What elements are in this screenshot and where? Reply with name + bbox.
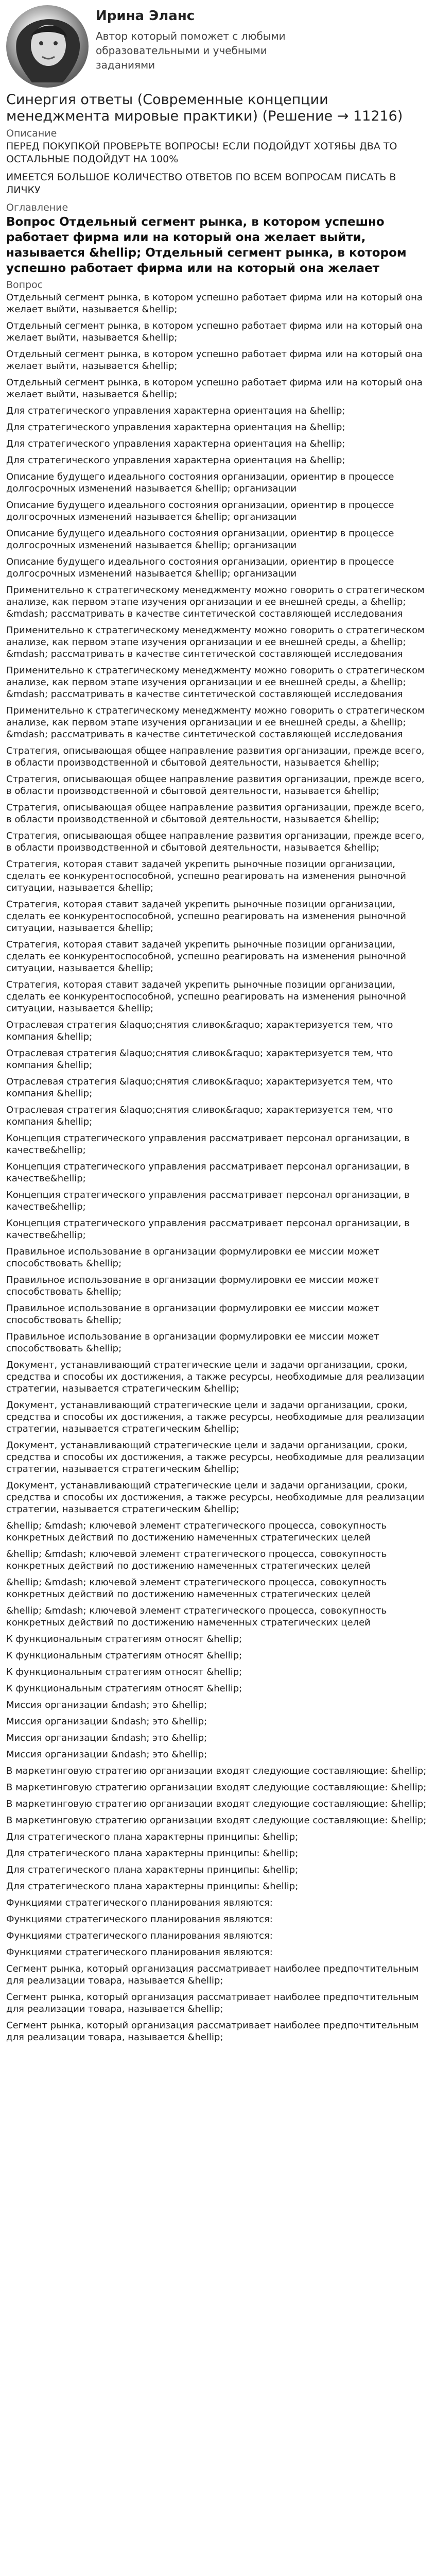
page-title: Синергия ответы (Современные концепции менеджмента мировые практики) (Решение → 11216): [6, 92, 403, 124]
question-link[interactable]: Правильное использование в организации формулировки ее миссии может способствовать &hellip;: [6, 1275, 379, 1297]
question-item: [6, 438, 430, 450]
question-item: [6, 471, 430, 495]
question-link[interactable]: &hellip; &mdash; ключевой элемент стратегического процесса, совокупность конкретных действий по достижению намеченных стратегических целей: [6, 1577, 387, 1600]
question-item: [6, 348, 430, 372]
question-link[interactable]: Стратегия, описывающая общее направление развития организации, прежде всего, в области производственной и сбытовой деятельности, называется &hellip;: [6, 774, 425, 796]
question-item: [6, 1076, 430, 1099]
question-link[interactable]: &hellip; &mdash; ключевой элемент стратегического процесса, совокупность конкретных действий по достижению намеченных стратегических целей: [6, 1520, 387, 1543]
question-item: [6, 802, 430, 825]
question-link[interactable]: Описание будущего идеального состояния организации, ориентир в процессе долгосрочных изменений называется &hellip; организации: [6, 528, 394, 551]
question-item: [6, 405, 430, 417]
question-link[interactable]: Документ, устанавливающий стратегические цели и задачи организации, сроки, средства и способы их достижения, а также ресурсы, необходимые для реализации стратегии, называется стратегическим &hellip;: [6, 1400, 425, 1434]
question-item: [6, 1798, 430, 1810]
toc-label: Оглавление: [6, 202, 68, 213]
author-card: [6, 5, 430, 88]
question-link[interactable]: Документ, устанавливающий стратегические цели и задачи организации, сроки, средства и способы их достижения, а также ресурсы, необходимые для реализации стратегии, называется стратегическим &hellip;: [6, 1360, 425, 1394]
question-item: [6, 1605, 430, 1629]
question-item: [6, 1480, 430, 1515]
question-item: [6, 1848, 430, 1859]
question-item: [6, 1946, 430, 1958]
question-link[interactable]: Документ, устанавливающий стратегические цели и задачи организации, сроки, средства и способы их достижения, а также ресурсы, необходимые для реализации стратегии, называется стратегическим &hellip;: [6, 1440, 425, 1475]
question-link[interactable]: Миссия организации &ndash; это &hellip;: [6, 1749, 207, 1760]
question-link[interactable]: К функциональным стратегиям относят &hellip;: [6, 1634, 242, 1645]
question-link[interactable]: Правильное использование в организации формулировки ее миссии может способствовать &hellip;: [6, 1303, 379, 1326]
toc-title: Вопрос Отдельный сегмент рынка, в котором успешно работает фирма или на который она желает выйти, называется &hellip; Отдельный сегмент рынка, в котором успешно работает фирма или на который она желает: [6, 215, 407, 275]
description-label: Описание: [6, 128, 57, 139]
question-link[interactable]: Стратегия, которая ставит задачей укрепить рыночные позиции организации, сделать ее конкурентоспособной, успешно реагировать на изменения рыночной ситуации, называется &hellip;: [6, 859, 406, 893]
question-link[interactable]: Функциями стратегического планирования являются:: [6, 1947, 273, 1958]
question-item: [6, 858, 430, 894]
question-item: [6, 1831, 430, 1843]
question-link[interactable]: Описание будущего идеального состояния организации, ориентир в процессе долгосрочных изменений называется &hellip; организации: [6, 500, 394, 522]
question-link[interactable]: Концепция стратегического управления рассматривает персонал организации, в качестве&hellip;: [6, 1161, 410, 1184]
question-link[interactable]: &hellip; &mdash; ключевой элемент стратегического процесса, совокупность конкретных действий по достижению намеченных стратегических целей: [6, 1549, 387, 1571]
question-item: [6, 454, 430, 466]
question-link[interactable]: Сегмент рынка, который организация рассматривает наиболее предпочтительным для реализации товара, называется &hellip;: [6, 1992, 419, 2014]
question-link[interactable]: Функциями стратегического планирования являются:: [6, 1897, 273, 1908]
question-item: [6, 1104, 430, 1128]
question-item: [6, 1359, 430, 1395]
question-item: [6, 1189, 430, 1213]
question-item: [6, 2020, 430, 2043]
question-link[interactable]: Миссия организации &ndash; это &hellip;: [6, 1716, 207, 1727]
question-link[interactable]: Концепция стратегического управления рассматривает персонал организации, в качестве&hellip;: [6, 1190, 410, 1212]
author-name[interactable]: Ирина Эланс: [96, 8, 195, 24]
question-item: [6, 624, 430, 660]
question-link[interactable]: Функциями стратегического планирования являются:: [6, 1930, 273, 1941]
question-item: [6, 899, 430, 934]
question-link[interactable]: Стратегия, описывающая общее направление развития организации, прежде всего, в области производственной и сбытовой деятельности, называется &hellip;: [6, 745, 425, 768]
author-description: Автор который поможет с любыми образовательными и учебными заданиями: [96, 30, 286, 71]
question-item: [6, 421, 430, 433]
question-link[interactable]: Для стратегического плана характерны принципы: &hellip;: [6, 1832, 299, 1842]
question-link[interactable]: Стратегия, описывающая общее направление развития организации, прежде всего, в области производственной и сбытовой деятельности, называется &hellip;: [6, 802, 425, 825]
question-link[interactable]: Для стратегического плана характерны принципы: &hellip;: [6, 1881, 299, 1892]
question-link[interactable]: Описание будущего идеального состояния организации, ориентир в процессе долгосрочных изменений называется &hellip; организации: [6, 471, 394, 494]
description-line: ПЕРЕД ПОКУПКОЙ ПРОВЕРЬТЕ ВОПРОСЫ! ЕСЛИ ПОДОЙДУТ ХОТЯБЫ ДВА ТО ОСТАЛЬНЫЕ ПОДОЙДУТ НА 100%: [6, 141, 397, 165]
question-link[interactable]: Правильное использование в организации формулировки ее миссии может способствовать &hellip;: [6, 1246, 379, 1269]
question-link[interactable]: Применительно к стратегическому менеджменту можно говорить о стратегическом анализе, как первом этапе изучения организации и ее внешней среды, а &hellip; &mdash; рассматривать в качестве синтетической составляющей исследования: [6, 665, 425, 700]
question-item: [6, 1815, 430, 1826]
question-link[interactable]: Стратегия, которая ставит задачей укрепить рыночные позиции организации, сделать ее конкурентоспособной, успешно реагировать на изменения рыночной ситуации, называется &hellip;: [6, 979, 406, 1014]
question-item: [6, 1864, 430, 1876]
question-link[interactable]: Отдельный сегмент рынка, в котором успешно работает фирма или на который она желает выйти, называется &hellip;: [6, 292, 423, 315]
question-item: [6, 1132, 430, 1156]
description-block: [6, 140, 430, 197]
question-link[interactable]: Стратегия, описывающая общее направление развития организации, прежде всего, в области производственной и сбытовой деятельности, называется &hellip;: [6, 831, 425, 853]
question-link[interactable]: Отраслевая стратегия &laquo;снятия сливок&raquo; характеризуется тем, что компания &hellip;: [6, 1048, 393, 1071]
question-item: [6, 1666, 430, 1678]
question-item: [6, 320, 430, 344]
question-link[interactable]: К функциональным стратегиям относят &hellip;: [6, 1683, 242, 1694]
question-link[interactable]: Для стратегического управления характерна ориентация на &hellip;: [6, 455, 345, 466]
author-info: [96, 5, 317, 72]
question-link[interactable]: К функциональным стратегиям относят &hellip;: [6, 1650, 242, 1661]
question-item: [6, 556, 430, 580]
question-item: [6, 1274, 430, 1298]
question-item: [6, 1897, 430, 1909]
question-item: [6, 1331, 430, 1354]
question-item: [6, 1716, 430, 1727]
question-link[interactable]: Отдельный сегмент рынка, в котором успешно работает фирма или на который она желает выйти, называется &hellip;: [6, 377, 423, 400]
question-item: [6, 830, 430, 854]
question-item: [6, 1650, 430, 1662]
question-item: [6, 499, 430, 523]
question-link[interactable]: Отдельный сегмент рынка, в котором успешно работает фирма или на который она желает выйти, называется &hellip;: [6, 320, 423, 343]
question-item: [6, 1880, 430, 1892]
question-link[interactable]: Стратегия, которая ставит задачей укрепить рыночные позиции организации, сделать ее конкурентоспособной, успешно реагировать на изменения рыночной ситуации, называется &hellip;: [6, 939, 406, 974]
question-item: [6, 1439, 430, 1475]
avatar-portrait-icon: [6, 5, 89, 88]
question-link[interactable]: &hellip; &mdash; ключевой элемент стратегического процесса, совокупность конкретных действий по достижению намеченных стратегических целей: [6, 1605, 387, 1628]
question-link[interactable]: Правильное использование в организации формулировки ее миссии может способствовать &hellip;: [6, 1331, 379, 1354]
question-item: [6, 1302, 430, 1326]
question-link[interactable]: Отдельный сегмент рынка, в котором успешно работает фирма или на который она желает выйти, называется &hellip;: [6, 349, 423, 371]
question-item: [6, 1913, 430, 1925]
question-item: [6, 292, 430, 315]
description-line: ИМЕЕТСЯ БОЛЬШОЕ КОЛИЧЕСТВО ОТВЕТОВ ПО ВСЕМ ВОПРОСАМ ПИСАТЬ В ЛИЧКУ: [6, 172, 396, 196]
question-list: [6, 292, 430, 2043]
question-item: [6, 939, 430, 974]
question-link[interactable]: Описание будущего идеального состояния организации, ориентир в процессе долгосрочных изменений называется &hellip; организации: [6, 556, 394, 579]
question-label: Вопрос: [6, 279, 43, 291]
question-item: [6, 1246, 430, 1269]
question-link[interactable]: Отраслевая стратегия &laquo;снятия сливок&raquo; характеризуется тем, что компания &hellip;: [6, 1105, 393, 1127]
question-link[interactable]: Функциями стратегического планирования являются:: [6, 1914, 273, 1925]
question-link[interactable]: Концепция стратегического управления рассматривает персонал организации, в качестве&hellip;: [6, 1133, 410, 1156]
question-link[interactable]: В маркетинговую стратегию организации входят следующие составляющие: &hellip;: [6, 1782, 427, 1793]
question-link[interactable]: Применительно к стратегическому менеджменту можно говорить о стратегическом анализе, как первом этапе изучения организации и ее внешней среды, а &hellip; &mdash; рассматривать в качестве синтетической составляющей исследования: [6, 625, 425, 659]
question-item: [6, 1963, 430, 1987]
question-item: [6, 1930, 430, 1942]
question-item: [6, 1548, 430, 1572]
question-item: [6, 1732, 430, 1744]
question-item: [6, 1217, 430, 1241]
question-link[interactable]: Для стратегического плана характерны принципы: &hellip;: [6, 1865, 299, 1875]
question-item: [6, 745, 430, 769]
question-link[interactable]: Для стратегического управления характерна ориентация на &hellip;: [6, 405, 345, 416]
question-item: [6, 1019, 430, 1043]
question-link[interactable]: Сегмент рынка, который организация рассматривает наиболее предпочтительным для реализации товара, называется &hellip;: [6, 2020, 419, 2043]
question-item: [6, 1991, 430, 2015]
question-item: [6, 528, 430, 551]
question-item: [6, 584, 430, 620]
question-link[interactable]: Документ, устанавливающий стратегические цели и задачи организации, сроки, средства и способы их достижения, а также ресурсы, необходимые для реализации стратегии, называется стратегическим &hellip;: [6, 1480, 425, 1515]
question-item: [6, 1699, 430, 1711]
question-link[interactable]: В маркетинговую стратегию организации входят следующие составляющие: &hellip;: [6, 1766, 427, 1776]
question-item: [6, 1782, 430, 1793]
question-item: [6, 377, 430, 400]
question-item: [6, 1161, 430, 1184]
question-link[interactable]: Для стратегического управления характерна ориентация на &hellip;: [6, 422, 345, 433]
question-item: [6, 1520, 430, 1544]
question-item: [6, 1047, 430, 1071]
question-item: [6, 705, 430, 740]
question-item: [6, 1633, 430, 1645]
question-link[interactable]: В маркетинговую стратегию организации входят следующие составляющие: &hellip;: [6, 1815, 427, 1826]
question-link[interactable]: Концепция стратегического управления рассматривает персонал организации, в качестве&hellip;: [6, 1218, 410, 1241]
question-link[interactable]: Применительно к стратегическому менеджменту можно говорить о стратегическом анализе, как первом этапе изучения организации и ее внешней среды, а &hellip; &mdash; рассматривать в качестве синтетической составляющей исследования: [6, 585, 425, 619]
question-link[interactable]: Для стратегического управления характерна ориентация на &hellip;: [6, 438, 345, 449]
question-link[interactable]: Миссия организации &ndash; это &hellip;: [6, 1733, 207, 1743]
question-link[interactable]: Отраслевая стратегия &laquo;снятия сливок&raquo; характеризуется тем, что компания &hellip;: [6, 1020, 393, 1042]
question-item: [6, 1765, 430, 1777]
question-item: [6, 979, 430, 1014]
question-link[interactable]: К функциональным стратегиям относят &hellip;: [6, 1667, 242, 1677]
author-avatar[interactable]: [6, 5, 89, 88]
question-link[interactable]: Отраслевая стратегия &laquo;снятия сливок&raquo; характеризуется тем, что компания &hellip;: [6, 1076, 393, 1099]
question-item: [6, 1399, 430, 1435]
question-link[interactable]: В маркетинговую стратегию организации входят следующие составляющие: &hellip;: [6, 1799, 427, 1809]
question-item: [6, 665, 430, 700]
question-link[interactable]: Для стратегического плана характерны принципы: &hellip;: [6, 1848, 299, 1859]
question-item: [6, 1577, 430, 1600]
question-link[interactable]: Миссия организации &ndash; это &hellip;: [6, 1700, 207, 1710]
question-link[interactable]: Стратегия, которая ставит задачей укрепить рыночные позиции организации, сделать ее конкурентоспособной, успешно реагировать на изменения рыночной ситуации, называется &hellip;: [6, 899, 406, 934]
question-item: [6, 1749, 430, 1760]
question-item: [6, 773, 430, 797]
question-link[interactable]: Сегмент рынка, который организация рассматривает наиболее предпочтительным для реализации товара, называется &hellip;: [6, 1963, 419, 1986]
question-link[interactable]: Применительно к стратегическому менеджменту можно говорить о стратегическом анализе, как первом этапе изучения организации и ее внешней среды, а &hellip; &mdash; рассматривать в качестве синтетической составляющей исследования: [6, 705, 425, 740]
question-item: [6, 1683, 430, 1694]
